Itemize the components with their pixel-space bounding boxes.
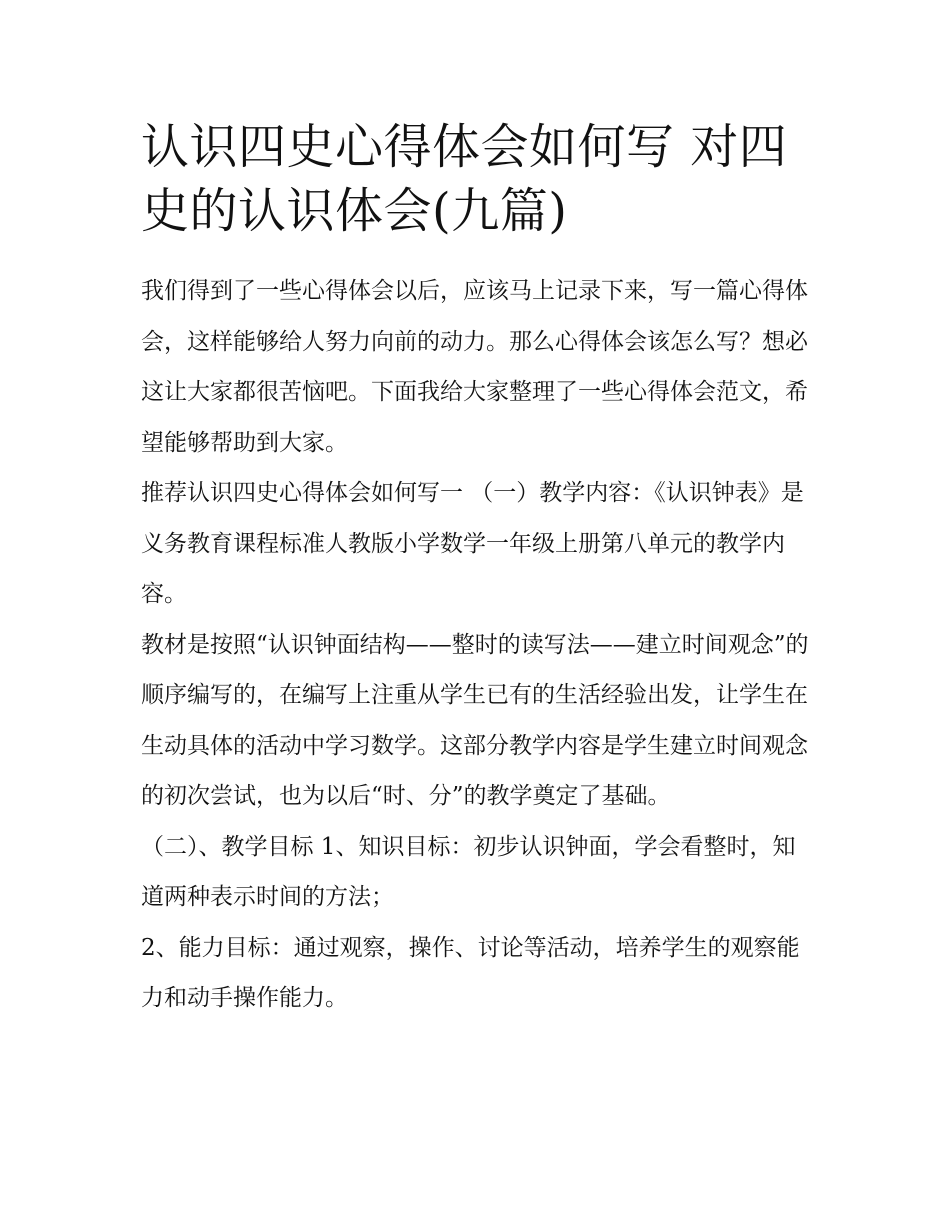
paragraph-ability-goals: 2、能力目标：通过观察，操作、讨论等活动，培养学生的观察能力和动手操作能力。 xyxy=(141,934,800,1011)
document-page xyxy=(141,115,811,1024)
paragraph-teaching-content: 推荐认识四史心得体会如何写一 （一）教学内容：《认识钟表》是义务教育课程标准人教版小学数学一年级上册第八单元的教学内容。 xyxy=(141,480,804,607)
paragraph-teaching-goals: （二）、教学目标 1、知识目标：初步认识钟面，学会看整时，知道两种表示时间的方法； xyxy=(141,833,796,910)
document-title: 认识四史心得体会如何写 对四史的认识体会(九篇) xyxy=(141,119,788,239)
paragraph-textbook: 教材是按照“认识钟面结构——整时的读写法——建立时间观念”的顺序编写的，在编写上注重从学生已有的生活经验出发，让学生在生动具体的活动中学习数学。这部分教学内容是学生建立时间观念的初次尝试，也为以后“时、分”的教学奠定了基础。 xyxy=(141,631,809,809)
document-body xyxy=(141,266,811,1024)
paragraph-intro: 我们得到了一些心得体会以后，应该马上记录下来，写一篇心得体会，这样能够给人努力向前的动力。那么心得体会该怎么写？想必这让大家都很苦恼吧。下面我给大家整理了一些心得体会范文，希望能够帮助到大家。 xyxy=(141,278,808,456)
